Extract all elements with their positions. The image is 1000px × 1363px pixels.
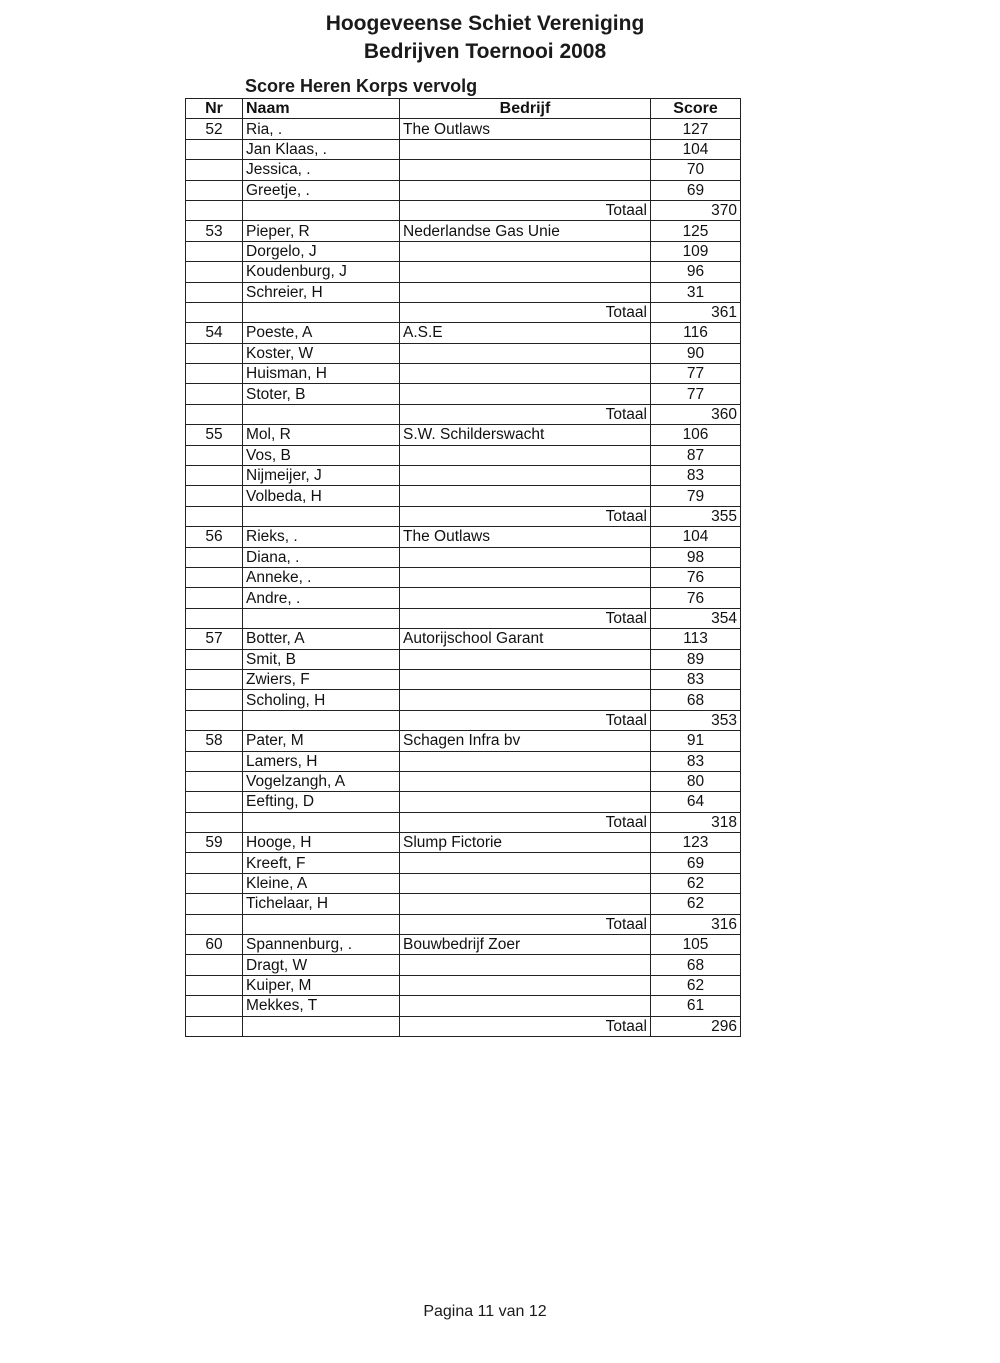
team-number-cell [186,894,243,914]
total-score-cell: 370 [651,200,741,220]
company-cell [400,343,651,363]
company-cell: Autorijschool Garant [400,629,651,649]
team-number-cell [186,139,243,159]
table-row [186,588,741,608]
company-cell [400,955,651,975]
total-score-cell: 355 [651,506,741,526]
table-row [186,262,741,282]
table-row [186,669,741,689]
team-total-row [186,200,741,220]
company-cell [400,567,651,587]
team-total-row [186,302,741,322]
team-number-cell [186,975,243,995]
team-number-cell: 56 [186,527,243,547]
company-cell [400,771,651,791]
team-total-row [186,404,741,424]
table-body [186,119,741,1037]
score-cell: 62 [651,894,741,914]
team-number-cell [186,241,243,261]
team-number-cell [186,853,243,873]
shooter-name-cell: Pater, M [243,731,400,751]
shooter-name-cell: Jessica, . [243,160,400,180]
company-cell [400,975,651,995]
document-title: Hoogeveense Schiet Vereniging [325,12,645,35]
shooter-name-cell: Poeste, A [243,323,400,343]
company-cell [400,139,651,159]
total-score-cell: 318 [651,812,741,832]
shooter-name-cell: Zwiers, F [243,669,400,689]
score-cell: 77 [651,384,741,404]
company-cell [400,364,651,384]
empty-cell [186,200,243,220]
score-cell: 87 [651,445,741,465]
empty-cell [243,200,400,220]
score-cell: 62 [651,975,741,995]
table-header-row [186,99,741,119]
company-cell [400,873,651,893]
score-cell: 76 [651,588,741,608]
section-title: Score Heren Korps vervolg [245,76,478,96]
shooter-name-cell: Dorgelo, J [243,241,400,261]
shooter-name-cell: Smit, B [243,649,400,669]
score-cell: 62 [651,873,741,893]
score-cell: 69 [651,180,741,200]
table-row [186,466,741,486]
company-cell [400,751,651,771]
team-number-cell: 53 [186,221,243,241]
team-number-cell: 52 [186,119,243,139]
table-row [186,119,741,139]
table-row [186,751,741,771]
team-number-cell [186,996,243,1016]
company-cell [400,486,651,506]
company-cell [400,282,651,302]
table-row [186,384,741,404]
empty-cell [243,608,400,628]
total-score-cell: 353 [651,710,741,730]
score-table [185,98,741,1037]
table-row [186,853,741,873]
table-row [186,282,741,302]
team-number-cell: 60 [186,935,243,955]
team-number-cell [186,262,243,282]
shooter-name-cell: Huisman, H [243,364,400,384]
total-score-cell: 296 [651,1016,741,1036]
shooter-name-cell: Kreeft, F [243,853,400,873]
score-cell: 105 [651,935,741,955]
company-cell [400,690,651,710]
empty-cell [186,1016,243,1036]
team-number-cell [186,282,243,302]
shooter-name-cell: Schreier, H [243,282,400,302]
team-number-cell: 58 [186,731,243,751]
team-number-cell [186,792,243,812]
table-row [186,425,741,445]
total-label-cell: Totaal [400,914,651,934]
team-total-row [186,914,741,934]
shooter-name-cell: Andre, . [243,588,400,608]
shooter-name-cell: Dragt, W [243,955,400,975]
company-cell [400,894,651,914]
table-row [186,955,741,975]
table-row [186,364,741,384]
table-row [186,445,741,465]
total-label-cell: Totaal [400,608,651,628]
company-cell: S.W. Schilderswacht [400,425,651,445]
team-number-cell: 54 [186,323,243,343]
company-cell: Nederlandse Gas Unie [400,221,651,241]
team-number-cell [186,567,243,587]
column-header-score: Score [651,99,741,119]
page-number: Pagina 11 van 12 [423,1303,547,1320]
score-cell: 68 [651,955,741,975]
shooter-name-cell: Lamers, H [243,751,400,771]
shooter-name-cell: Eefting, D [243,792,400,812]
team-number-cell [186,486,243,506]
table-row [186,180,741,200]
team-number-cell [186,690,243,710]
table-row [186,833,741,853]
shooter-name-cell: Nijmeijer, J [243,466,400,486]
team-number-cell [186,384,243,404]
shooter-name-cell: Mekkes, T [243,996,400,1016]
total-score-cell: 354 [651,608,741,628]
shooter-name-cell: Volbeda, H [243,486,400,506]
empty-cell [186,710,243,730]
shooter-name-cell: Spannenburg, . [243,935,400,955]
company-cell [400,547,651,567]
shooter-name-cell: Vos, B [243,445,400,465]
total-label-cell: Totaal [400,506,651,526]
score-cell: 31 [651,282,741,302]
empty-cell [186,914,243,934]
empty-cell [243,506,400,526]
column-header-naam: Naam [243,99,400,119]
shooter-name-cell: Rieks, . [243,527,400,547]
score-cell: 96 [651,262,741,282]
table-row [186,221,741,241]
score-cell: 113 [651,629,741,649]
shooter-name-cell: Pieper, R [243,221,400,241]
score-cell: 125 [651,221,741,241]
shooter-name-cell: Vogelzangh, A [243,771,400,791]
company-cell [400,180,651,200]
team-number-cell [186,160,243,180]
team-number-cell [186,180,243,200]
shooter-name-cell: Kuiper, M [243,975,400,995]
team-number-cell [186,649,243,669]
shooter-name-cell: Ria, . [243,119,400,139]
shooter-name-cell: Jan Klaas, . [243,139,400,159]
table-row [186,690,741,710]
shooter-name-cell: Botter, A [243,629,400,649]
company-cell [400,588,651,608]
score-cell: 98 [651,547,741,567]
empty-cell [186,404,243,424]
table-row [186,527,741,547]
empty-cell [186,812,243,832]
shooter-name-cell: Greetje, . [243,180,400,200]
company-cell: A.S.E [400,323,651,343]
score-cell: 116 [651,323,741,343]
table-row [186,139,741,159]
shooter-name-cell: Anneke, . [243,567,400,587]
total-label-cell: Totaal [400,404,651,424]
empty-cell [186,608,243,628]
table-row [186,792,741,812]
score-cell: 127 [651,119,741,139]
score-cell: 83 [651,669,741,689]
shooter-name-cell: Koudenburg, J [243,262,400,282]
table-row [186,547,741,567]
table-row [186,894,741,914]
total-score-cell: 361 [651,302,741,322]
total-score-cell: 360 [651,404,741,424]
score-cell: 83 [651,466,741,486]
total-label-cell: Totaal [400,812,651,832]
score-cell: 104 [651,139,741,159]
total-score-cell: 316 [651,914,741,934]
total-label-cell: Totaal [400,710,651,730]
column-header-nr: Nr [186,99,243,119]
team-number-cell [186,445,243,465]
company-cell [400,649,651,669]
team-number-cell [186,343,243,363]
total-label-cell: Totaal [400,200,651,220]
table-row [186,629,741,649]
team-number-cell [186,873,243,893]
team-number-cell [186,955,243,975]
total-label-cell: Totaal [400,302,651,322]
team-number-cell: 55 [186,425,243,445]
shooter-name-cell: Mol, R [243,425,400,445]
shooter-name-cell: Scholing, H [243,690,400,710]
team-number-cell [186,751,243,771]
company-cell: Bouwbedrijf Zoer [400,935,651,955]
company-cell [400,262,651,282]
team-total-row [186,506,741,526]
company-cell [400,466,651,486]
shooter-name-cell: Kleine, A [243,873,400,893]
company-cell [400,669,651,689]
table-row [186,343,741,363]
company-cell [400,241,651,261]
score-cell: 79 [651,486,741,506]
team-number-cell [186,588,243,608]
team-total-row [186,710,741,730]
score-cell: 70 [651,160,741,180]
score-cell: 104 [651,527,741,547]
column-header-bedrijf: Bedrijf [400,99,651,119]
table-row [186,649,741,669]
company-cell [400,384,651,404]
score-cell: 109 [651,241,741,261]
score-cell: 80 [651,771,741,791]
team-number-cell: 59 [186,833,243,853]
company-cell: The Outlaws [400,119,651,139]
empty-cell [243,812,400,832]
score-cell: 91 [651,731,741,751]
table-row [186,996,741,1016]
empty-cell [243,710,400,730]
shooter-name-cell: Diana, . [243,547,400,567]
table-row [186,935,741,955]
shooter-name-cell: Tichelaar, H [243,894,400,914]
score-cell: 64 [651,792,741,812]
table-row [186,160,741,180]
team-number-cell [186,466,243,486]
shooter-name-cell: Koster, W [243,343,400,363]
document-subtitle-tournament: Bedrijven Toernooi 2008 [363,40,607,63]
team-number-cell [186,771,243,791]
table-row [186,731,741,751]
company-cell [400,996,651,1016]
team-total-row [186,812,741,832]
empty-cell [243,1016,400,1036]
score-cell: 89 [651,649,741,669]
empty-cell [243,914,400,934]
team-number-cell [186,364,243,384]
company-cell: The Outlaws [400,527,651,547]
empty-cell [243,404,400,424]
score-cell: 123 [651,833,741,853]
score-cell: 83 [651,751,741,771]
shooter-name-cell: Stoter, B [243,384,400,404]
company-cell [400,792,651,812]
shooter-name-cell: Hooge, H [243,833,400,853]
table-row [186,486,741,506]
team-number-cell [186,547,243,567]
team-total-row [186,1016,741,1036]
team-number-cell: 57 [186,629,243,649]
team-total-row [186,608,741,628]
score-cell: 106 [651,425,741,445]
company-cell: Schagen Infra bv [400,731,651,751]
empty-cell [186,506,243,526]
table-row [186,323,741,343]
company-cell [400,445,651,465]
empty-cell [186,302,243,322]
company-cell [400,853,651,873]
team-number-cell [186,669,243,689]
company-cell [400,160,651,180]
table-row [186,975,741,995]
score-cell: 76 [651,567,741,587]
company-cell: Slump Fictorie [400,833,651,853]
empty-cell [243,302,400,322]
score-cell: 77 [651,364,741,384]
table-row [186,567,741,587]
table-row [186,241,741,261]
score-cell: 69 [651,853,741,873]
table-row [186,771,741,791]
table-row [186,873,741,893]
score-cell: 61 [651,996,741,1016]
score-cell: 90 [651,343,741,363]
total-label-cell: Totaal [400,1016,651,1036]
score-cell: 68 [651,690,741,710]
